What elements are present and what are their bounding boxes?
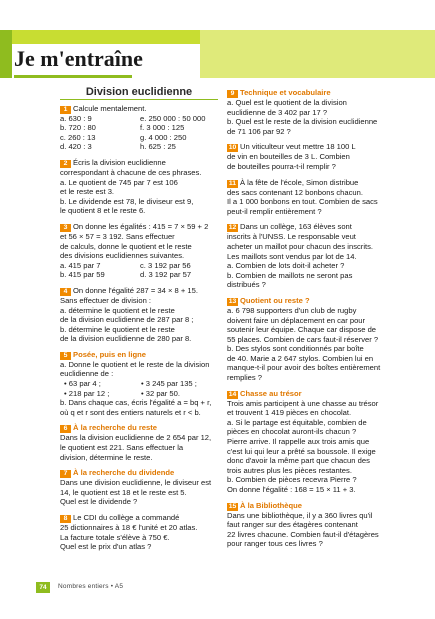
exercise-line: pour ranger tous ces livres ?: [227, 539, 323, 549]
exercise-line: À la fête de l'école, Simon distribue: [240, 177, 359, 187]
exercise-line: de calculs, donne le quotient et le reste: [60, 241, 192, 251]
exercise-line: b. Quel est le reste de la division euclidienne: [227, 117, 378, 127]
exercise-line: où q et r sont des entiers naturels et r < b.: [60, 407, 201, 417]
exercise-item: g. 4 000 : 250: [140, 132, 187, 142]
exercise-line: a. Si le partage est équitable, combien de: [227, 417, 367, 427]
exercise-bullets: [60, 379, 218, 398]
exercise-number: 13: [228, 297, 237, 305]
exercise-item: e. 250 000 : 50 000: [140, 113, 206, 123]
exercise-line: Les maillots sont vendus par lot de 14.: [227, 251, 357, 261]
exercise-line: des sacs contenant 12 bonbons chacun.: [227, 187, 363, 197]
exercise-line: Pierre arrive. Il rappelle aux trois amis que: [227, 437, 370, 447]
exercise-line: On donne les égalités : 415 = 7 × 59 + 2: [73, 221, 209, 231]
exercise-line: acheter un maillot pour chacun des inscrits.: [227, 241, 374, 251]
exercise-4: [60, 286, 218, 344]
exercise-line: b. Des stylos sont conditionnés par boîte: [227, 344, 364, 354]
exercise-line: a. 6 798 supporters d'un club de rugby: [227, 305, 357, 315]
exercise-number: 1: [60, 106, 71, 114]
footer-chapter: Nombres entiers • A5: [58, 583, 124, 590]
exercise-line: et trouvent 1 419 pièces en chocolat.: [227, 408, 352, 418]
exercise-line: de vin en bouteilles de 3 L. Combien: [227, 152, 350, 162]
right-column: [227, 88, 387, 555]
exercise-line: 55 places. Combien de cars faut-il réserver ?: [227, 334, 379, 344]
exercise-number: 2: [60, 160, 71, 168]
exercise-3: [60, 222, 218, 280]
exercise-number: 9: [227, 90, 238, 98]
exercise-line: b. Combien de maillots ne seront pas: [227, 270, 353, 280]
exercise-line: de la division euclidienne de 280 par 8.: [60, 334, 192, 344]
exercise-line: correspondant à chacune de ces phrases.: [60, 167, 202, 177]
exercise-line: Écris la division euclidienne: [73, 157, 166, 167]
bullet-item: • 32 par 50.: [141, 388, 180, 398]
exercise-line: c'est lui qui leur a prêté sa boussole. Il exige: [227, 446, 376, 456]
header-band-light: [200, 30, 435, 78]
exercise-11: [227, 178, 387, 217]
exercise-items: [60, 261, 218, 280]
exercise-13: [227, 296, 387, 383]
exercise-title: À la recherche du reste: [73, 423, 157, 433]
header-band-left: [0, 30, 12, 78]
exercise-number: 5: [60, 352, 71, 360]
page-number: 74: [36, 582, 50, 593]
section-title: Division euclidienne: [60, 88, 218, 100]
exercise-10: [227, 142, 387, 171]
exercise-line: distribués ?: [227, 280, 266, 290]
exercise-line: peut-il remplir entièrement ?: [227, 206, 322, 216]
exercise-line: b. Combien de pièces recevra Pierre ?: [227, 475, 357, 485]
bullet-item: • 63 par 4 ;: [64, 379, 101, 389]
exercise-item: a. 415 par 7: [60, 260, 101, 270]
exercise-line: Le CDI du collège a commandé: [73, 513, 180, 522]
exercise-line: faut ranger sur des étagères contenant: [227, 520, 358, 530]
exercise-number: 11: [228, 179, 237, 187]
exercise-12: [227, 222, 387, 290]
exercise-title: Quotient ou reste ?: [240, 295, 310, 305]
exercise-item: b. 720 : 80: [60, 123, 96, 133]
exercise-line: des divisions euclidiennes suivantes.: [60, 251, 185, 261]
exercise-item: f. 3 000 : 125: [140, 123, 185, 133]
exercise-line: soutenir leur équipe. Chaque car dispose de: [227, 325, 377, 335]
exercise-line: manque-t-il pour avoir des boîtes entièrement: [227, 363, 381, 373]
exercise-number: 15: [228, 502, 237, 510]
exercise-title: Technique et vocabulaire: [240, 88, 331, 97]
exercise-item: c. 3 192 par 56: [140, 260, 191, 270]
exercise-line: et le reste est 3.: [60, 187, 115, 197]
exercise-line: a. Le quotient de 745 par 7 est 106: [60, 177, 178, 187]
bullet-item: • 3 245 par 135 ;: [141, 379, 197, 389]
exercise-title: À la Bibliothèque: [240, 500, 303, 510]
exercise-line: Trois amis participent à une chasse au trésor: [227, 398, 379, 408]
exercise-15: [227, 501, 387, 549]
exercise-number: 4: [60, 288, 71, 296]
exercise-line: donc d'avoir la même part que chacun des: [227, 456, 370, 466]
exercise-line: de bouteilles pourra-t-il remplir ?: [227, 161, 336, 171]
exercise-number: 14: [228, 390, 237, 398]
exercise-line: remplies ?: [227, 373, 263, 383]
exercise-line: 14, le quotient est 18 et le reste est 5.: [60, 487, 187, 497]
exercise-line: Quel est le prix d'un atlas ?: [60, 542, 152, 552]
exercise-line: et 56 × 57 = 3 192. Sans effectuer: [60, 231, 175, 241]
exercise-item: h. 625 : 25: [140, 142, 176, 152]
page-title: Je m'entraîne: [14, 46, 143, 71]
title-underline: [14, 75, 132, 78]
exercise-1: [60, 104, 218, 152]
exercise-line: Dans un collège, 163 élèves sont: [240, 222, 352, 232]
exercise-line: trois autres plus les pièces restantes.: [227, 465, 352, 475]
exercise-line: a. Combien de lots doit-il acheter ?: [227, 261, 345, 271]
exercise-line: 25 dictionnaires à 18 € l'unité et 20 atlas.: [60, 523, 198, 532]
exercise-number: 6: [60, 425, 71, 433]
exercise-number: 12: [228, 224, 237, 232]
exercise-line: doivent faire un déplacement en car pour: [227, 315, 366, 325]
exercise-line: de la division euclidienne de 287 par 8 ;: [60, 315, 194, 325]
exercise-8: [60, 513, 218, 552]
exercise-number: 10: [228, 144, 237, 152]
exercise-instruction: Calcule mentalement.: [73, 103, 147, 113]
exercise-line: b. Le dividende est 78, le diviseur est 9,: [60, 196, 194, 206]
exercise-line: euclidienne de 3 402 par 17 ?: [227, 107, 328, 117]
exercise-title: Chasse au trésor: [240, 388, 302, 398]
exercise-number: 8: [60, 515, 71, 523]
exercise-items: [60, 114, 218, 152]
exercise-title: Posée, puis en ligne: [73, 349, 147, 359]
exercise-line: On donne l'égalité 287 = 34 × 8 + 15.: [73, 285, 198, 295]
exercise-number: 7: [60, 470, 71, 478]
exercise-line: pièces en chocolat auront-ils chacun ?: [227, 427, 357, 437]
exercise-line: Il a 1 000 bonbons en tout. Combien de sacs: [227, 197, 378, 207]
exercise-line: Dans la division euclidienne de 2 654 par 12,: [60, 433, 212, 443]
exercise-line: division, détermine le reste.: [60, 452, 153, 462]
exercise-item: c. 260 : 13: [60, 132, 96, 142]
exercise-item: d. 420 : 3: [60, 142, 92, 152]
exercise-6: [60, 423, 218, 462]
exercise-item: a. 630 : 9: [60, 113, 92, 123]
exercise-item: d. 3 192 par 57: [140, 270, 192, 280]
exercise-line: de 71 106 par 92 ?: [227, 126, 291, 136]
exercise-5: [60, 350, 218, 418]
exercise-line: Un viticulteur veut mettre 18 100 L: [240, 142, 356, 152]
exercise-line: a. détermine le quotient et le reste: [60, 305, 175, 315]
bullet-item: • 218 par 12 ;: [64, 388, 110, 398]
exercise-9: [227, 88, 387, 136]
exercise-number: 3: [60, 224, 71, 232]
exercise-line: a. Quel est le quotient de la division: [227, 98, 347, 107]
exercise-line: b. Dans chaque cas, écris l'égalité a = bq + r,: [60, 398, 212, 408]
exercise-title: À la recherche du dividende: [73, 468, 175, 478]
exercise-line: 22 livres chacune. Combien faut-il d'étagères: [227, 529, 379, 539]
left-column: [60, 88, 218, 558]
exercise-7: [60, 468, 218, 507]
exercise-2: [60, 158, 218, 216]
exercise-line: euclidienne de :: [60, 369, 114, 379]
exercise-line: On donne l'égalité : 168 = 15 × 11 + 3.: [227, 485, 356, 494]
exercise-14: [227, 389, 387, 495]
exercise-line: le quotient est 221. Sans effectuer la: [60, 443, 184, 453]
exercise-line: de 40. Marie a 2 647 stylos. Combien lui en: [227, 353, 374, 363]
exercise-line: le quotient 8 et le reste 6.: [60, 206, 146, 216]
exercise-line: Dans une bibliothèque, il y a 360 livres qu'il: [227, 510, 373, 520]
exercise-line: a. Donne le quotient et le reste de la division: [60, 359, 210, 369]
exercise-line: Dans une division euclidienne, le diviseur est: [60, 478, 212, 488]
exercise-item: b. 415 par 59: [60, 270, 105, 280]
exercise-line: Sans effectuer de division :: [60, 295, 152, 305]
exercise-line: inscrits à l'UNSS. Le responsable veut: [227, 232, 356, 242]
exercise-line: b. détermine le quotient et le reste: [60, 324, 175, 334]
exercise-line: Quel est le dividende ?: [60, 497, 138, 507]
exercise-line: La facture totale s'élève à 750 €.: [60, 532, 170, 542]
